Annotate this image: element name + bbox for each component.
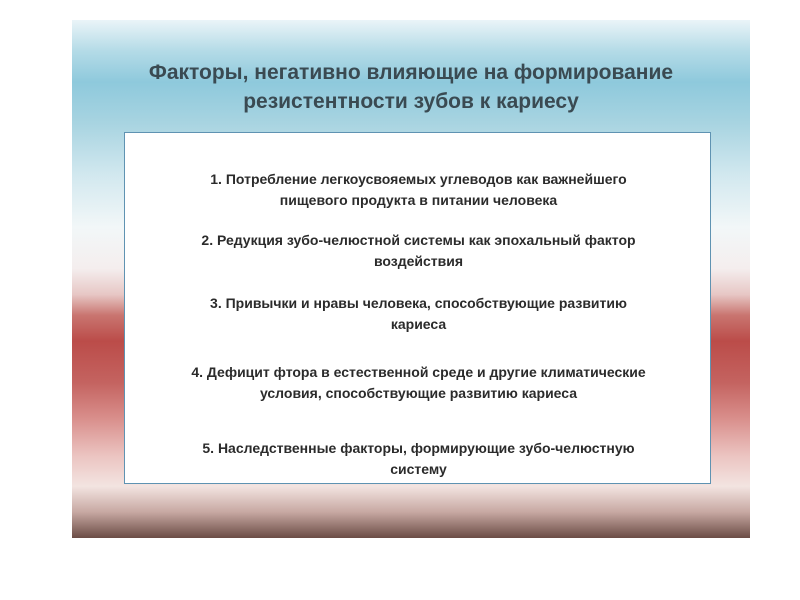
list-item-line: 2. Редукция зубо-челюстной системы как эпохальный фактор [201,232,636,248]
list-item-line: систему [390,461,447,477]
list-item-line: условия, способствующие развитию кариеса [259,385,578,401]
slide [72,20,750,538]
list-item-line: пищевого продукта в питании человека [279,192,558,208]
factors-list [124,132,711,484]
list-item [125,169,712,211]
list-item [125,230,712,272]
list-item-line: кариеса [390,316,447,332]
slide-title [72,58,750,116]
list-item-line: воздействия [373,253,464,269]
slide-title-line-1: Факторы, негативно влияющие на формирование [148,61,674,84]
list-item-line: 4. Дефицит фтора в естественной среде и другие климатические [191,364,646,380]
list-item [125,293,712,335]
slide-title-line-2: резистентности зубов к кариесу [243,90,579,113]
list-item-line: 1. Потребление легкоусвояемых углеводов как важнейшего [210,171,627,187]
list-item [125,438,712,480]
list-item [125,362,712,404]
list-item-line: 5. Наследственные факторы, формирующие зубо-челюстную [202,440,635,456]
list-item-line: 3. Привычки и нравы человека, способствующие развитию [210,295,627,311]
